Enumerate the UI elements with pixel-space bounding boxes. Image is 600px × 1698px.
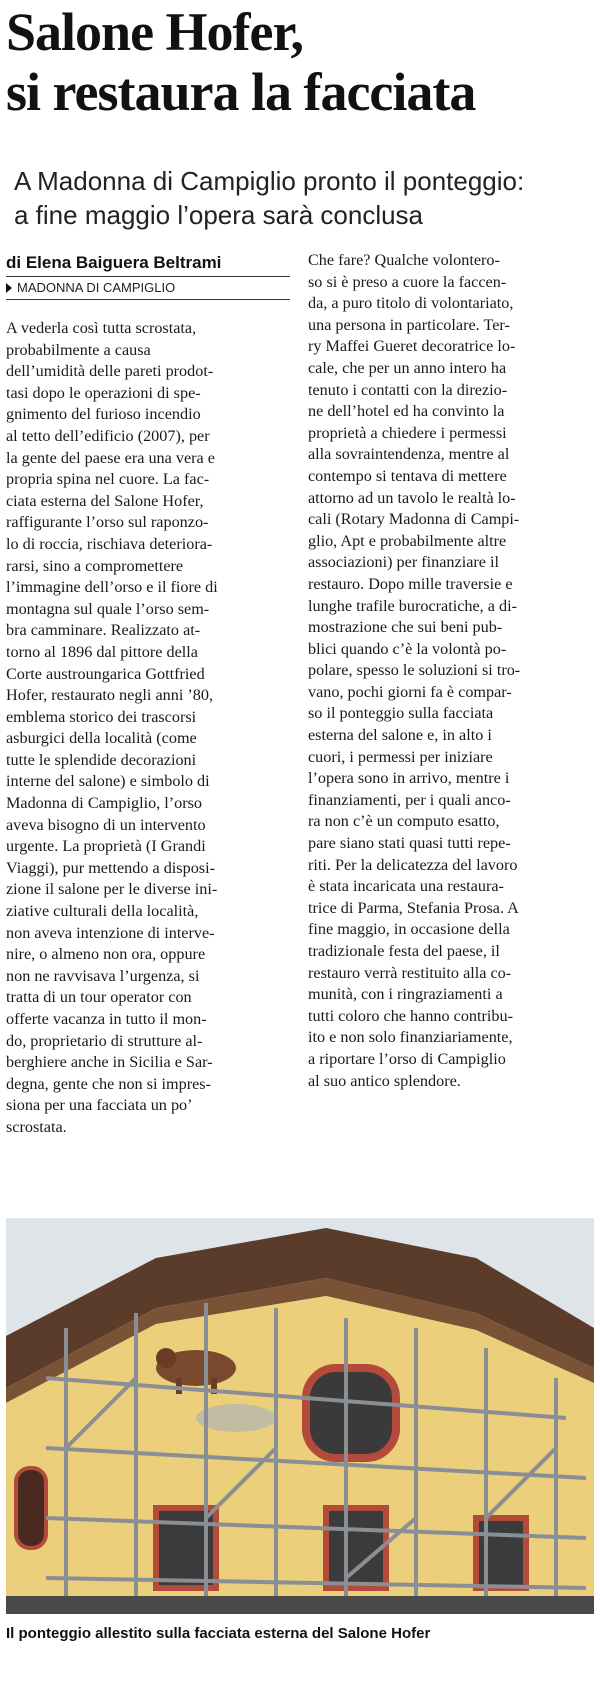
left_column-line: scrostata. bbox=[6, 1117, 67, 1136]
left-column-text bbox=[6, 318, 290, 1139]
right_column-line: so il ponteggio sulla facciata bbox=[308, 704, 494, 723]
right_column-line: ne dell’hotel ed ha convinto la bbox=[308, 402, 505, 421]
right-column-text bbox=[308, 250, 594, 1092]
subheadline-line-1: A Madonna di Campiglio pronto il ponteggio: bbox=[14, 166, 525, 196]
left_column-line: probabilmente a causa bbox=[6, 340, 151, 359]
right_column-line: al suo antico splendore. bbox=[308, 1071, 461, 1090]
left_column-line: lo di roccia, rischiava deteriora- bbox=[6, 534, 213, 553]
right_column-line: restauro verrà restituito alla co- bbox=[308, 963, 512, 982]
right_column-line: pare siano stati quasi tutti repe- bbox=[308, 834, 511, 853]
photo-caption: Il ponteggio allestito sulla facciata esterna del Salone Hofer bbox=[6, 1625, 431, 1642]
headline-line-1: Salone Hofer, bbox=[6, 2, 303, 62]
left-column bbox=[6, 252, 290, 1139]
right_column-line: tutti coloro che hanno contribu- bbox=[308, 1006, 513, 1025]
left_column-line: aveva bisogno di un intervento bbox=[6, 815, 206, 834]
left_column-line: Viaggi), pur mettendo a disposi- bbox=[6, 858, 215, 877]
left_column-line: A vederla così tutta scrostata, bbox=[6, 319, 197, 337]
right_column-line: so si è preso a cuore la faccen- bbox=[308, 272, 507, 291]
left_column-line: Corte austroungarica Gottfried bbox=[6, 664, 205, 683]
right_column-line: contempo si tentava di mettere bbox=[308, 466, 507, 485]
left_column-line: nire, o almeno non ora, oppure bbox=[6, 945, 206, 964]
left_column-line: berghiere anche in Sicilia e Sar- bbox=[6, 1053, 213, 1072]
subheadline bbox=[14, 164, 594, 232]
right-column bbox=[308, 250, 594, 1092]
right_column-line: associazioni) per finanziare il bbox=[308, 553, 500, 572]
right_column-line: cali (Rotary Madonna di Campi- bbox=[308, 510, 520, 529]
left_column-line: rarsi, sino a compromettere bbox=[6, 556, 184, 575]
left_column-line: do, proprietario di strutture al- bbox=[6, 1031, 203, 1050]
right_column-line: blici quando c’è la volontà po- bbox=[308, 639, 507, 658]
article-photo bbox=[6, 1218, 594, 1614]
left_column-line: degna, gente che non si impres- bbox=[6, 1074, 211, 1093]
right_column-line: glio, Apt e probabilmente altre bbox=[308, 531, 507, 550]
left_column-line: al tetto dell’edificio (2007), per bbox=[6, 426, 210, 445]
left_column-line: la gente del paese era una vera e bbox=[6, 448, 215, 467]
left_column-line: non ne ravvisava l’urgenza, si bbox=[6, 966, 200, 985]
right_column-line: esterna del salone e, in alto i bbox=[308, 726, 492, 745]
right_column-line: è stata incaricata una restaura- bbox=[308, 877, 504, 896]
right_column-line: Che fare? Qualche volontero- bbox=[308, 251, 500, 269]
left_column-line: urgente. La proprietà (I Grandi bbox=[6, 837, 206, 856]
left_column-line: ciata esterna del Salone Hofer, bbox=[6, 491, 204, 510]
headline bbox=[6, 2, 596, 122]
left_column-line: dell’umidità delle pareti prodot- bbox=[6, 362, 214, 381]
right_column-line: alla sovraintendenza, mentre al bbox=[308, 445, 510, 464]
dateline-marker-icon bbox=[6, 283, 12, 293]
left_column-line: ziative culturali della località, bbox=[6, 902, 199, 921]
right_column-line: ra non c’è un computo esatto, bbox=[308, 812, 500, 831]
left_column-line: emblema storico dei trascorsi bbox=[6, 707, 197, 726]
right_column-line: fine maggio, in occasione della bbox=[308, 920, 510, 939]
right_column-line: riti. Per la delicatezza del lavoro bbox=[308, 855, 518, 874]
right_column-line: tradizionale festa del paese, il bbox=[308, 942, 500, 960]
left_column-line: l’immagine dell’orso e il fiore di bbox=[6, 578, 218, 597]
right_column-line: cuori, i permessi per iniziare bbox=[308, 747, 493, 766]
left_column-line: tasi dopo le operazioni di spe- bbox=[6, 383, 201, 402]
dateline-text: MADONNA DI CAMPIGLIO bbox=[17, 280, 176, 295]
right_column-line: polare, spesso le soluzioni si tro- bbox=[308, 661, 521, 680]
left_column-line: Hofer, restaurato negli anni ’80, bbox=[6, 686, 214, 705]
left_column-line: torno al 1896 dal pittore della bbox=[6, 642, 198, 661]
left_column-line: Madonna di Campiglio, l’orso bbox=[6, 794, 203, 813]
salone-hofer-facade-image bbox=[6, 1218, 594, 1614]
right_column-line: cale, che per un anno intero ha bbox=[308, 358, 507, 377]
right_column-line: vano, pochi giorni fa è compar- bbox=[308, 682, 512, 701]
right_column-line: proprietà a chiedere i permessi bbox=[308, 423, 507, 442]
left_column-line: asburgici della località (come bbox=[6, 729, 197, 748]
right_column-line: attorno ad un tavolo le realtà lo- bbox=[308, 488, 516, 507]
left_column-line: montagna sul quale l’orso sem- bbox=[6, 599, 210, 618]
right_column-line: mostrazione che sui beni pub- bbox=[308, 618, 503, 637]
right_column-line: munità, con i ringraziamenti a bbox=[308, 985, 503, 1004]
right_column-line: una persona in particolare. Ter- bbox=[308, 315, 510, 334]
subheadline-line-2: a fine maggio l’opera sarà conclusa bbox=[14, 200, 424, 230]
right_column-line: a riportare l’orso di Campiglio bbox=[308, 1049, 506, 1068]
left_column-line: interne del salone) e simbolo di bbox=[6, 772, 210, 791]
left_column-line: tutte le splendide decorazioni bbox=[6, 750, 197, 769]
left_column-line: non aveva intenzione di interve- bbox=[6, 923, 215, 942]
dateline bbox=[6, 279, 290, 300]
right_column-line: trice di Parma, Stefania Prosa. A bbox=[308, 898, 519, 917]
right_column-line: tenuto i contatti con la direzio- bbox=[308, 380, 508, 399]
left_column-line: siona per una facciata un po’ bbox=[6, 1096, 193, 1115]
left_column-line: bra camminare. Realizzato at- bbox=[6, 621, 201, 640]
right_column-line: lunghe trafile burocratiche, a di- bbox=[308, 596, 517, 615]
right_column-line: l’opera sono in arrivo, mentre i bbox=[308, 769, 510, 788]
left_column-line: offerte vacanza in tutto il mon- bbox=[6, 1010, 207, 1028]
right_column-line: finanziamenti, per i quali anco- bbox=[308, 790, 511, 809]
right_column-line: ito e non solo finanziariamente, bbox=[308, 1028, 513, 1047]
left_column-line: tratta di un tour operator con bbox=[6, 988, 192, 1007]
right_column-line: da, a puro titolo di volontariato, bbox=[308, 294, 514, 313]
byline: di Elena Baiguera Beltrami bbox=[6, 252, 290, 277]
left_column-line: propria spina nel cuore. La fac- bbox=[6, 470, 210, 489]
headline-line-2: si restaura la facciata bbox=[6, 62, 476, 122]
left_column-line: raffigurante l’orso sul raponzo- bbox=[6, 513, 209, 532]
left_column-line: zione il salone per le diverse ini- bbox=[6, 880, 218, 899]
left_column-line: gnimento del furioso incendio bbox=[6, 405, 201, 424]
right_column-line: ry Maffei Gueret decoratrice lo- bbox=[308, 337, 516, 356]
right_column-line: restauro. Dopo mille traversie e bbox=[308, 574, 513, 593]
